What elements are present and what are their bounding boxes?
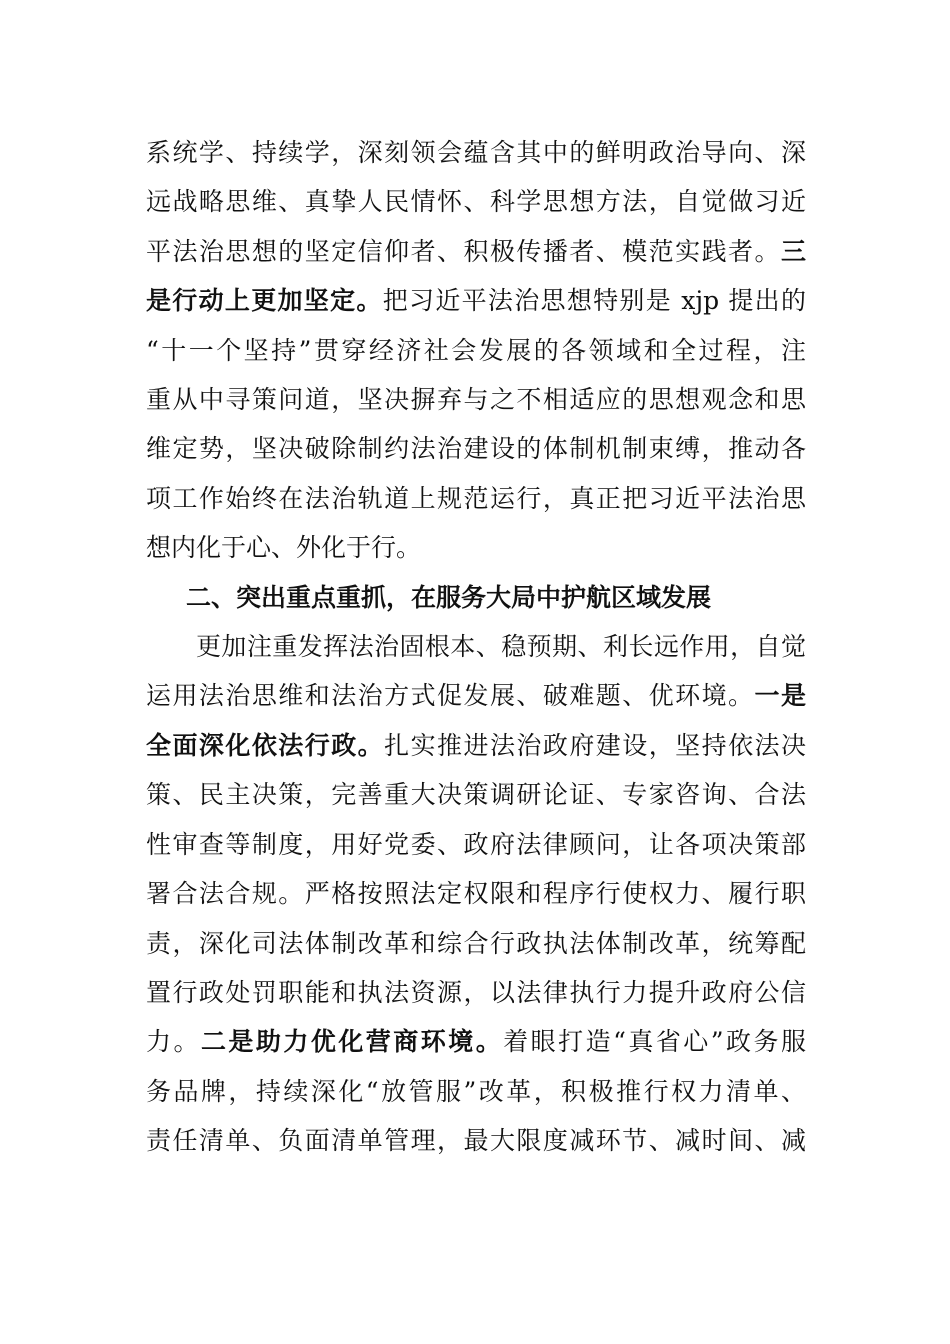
paragraph-2-line-1: 更加注重发挥法治固根本、稳预期、利长远作用，自觉 [196,632,806,662]
paragraph-2-line-8: 置行政处罚职能和执法资源，以法律执行力提升政府公信 [146,977,806,1007]
paragraph-2-line-7: 责，深化司法体制改革和综合行政执法体制改革，统筹配 [146,928,806,958]
section-heading-2: 二、突出重点重抓，在服务大局中护航区域发展 [186,582,712,612]
paragraph-1-line-4-text: 把习近平法治思想特别是 xjp 提出的 [382,286,806,316]
paragraph-1-line-3-text: 平法治思想的坚定信仰者、积极传播者、模范实践者。 [146,236,781,266]
paragraph-1-line-3-bold: 三 [780,236,806,266]
paragraph-2-line-3-text: 扎实推进法治政府建设，坚持依法决 [384,730,806,760]
paragraph-2-line-3 [146,721,806,770]
paragraph-1-line-5: “十一个坚持”贯穿经济社会发展的各领域和全过程，注 [146,335,806,365]
paragraph-1-line-4-bold: 是行动上更加坚定。 [146,286,383,316]
paragraph-2-line-6: 署合法合规。严格按照法定权限和程序行使权力、履行职 [146,879,806,909]
paragraph-2-line-5: 性审查等制度，用好党委、政府法律顾问，让各项决策部 [146,829,806,859]
paragraph-1-line-2: 远战略思维、真挚人民情怀、科学思想方法，自觉做习近 [146,187,806,217]
paragraph-2-line-2-bold: 一是 [754,681,806,711]
paragraph-1-line-4 [146,276,806,325]
paragraph-2-line-9-bold: 二是助力优化营商环境。 [200,1027,504,1057]
paragraph-2-line-11: 责任清单、负面清单管理，最大限度减环节、减时间、减 [146,1126,806,1156]
paragraph-1-line-3 [146,227,806,276]
paragraph-2-line-9-text-b: 着眼打造“真省心”政务服 [503,1027,806,1057]
paragraph-2-line-2-text: 运用法治思维和法治方式促发展、破难题、优环境。 [146,681,755,711]
paragraph-1-line-7: 维定势，坚决破除制约法治建设的体制机制束缚，推动各 [146,434,806,464]
paragraph-1 [146,128,806,573]
paragraph-2-line-9 [146,1017,806,1066]
paragraph-2-line-10: 务品牌，持续深化“放管服”改革，积极推行权力清单、 [146,1076,806,1106]
paragraph-1-line-1: 系统学、持续学，深刻领会蕴含其中的鲜明政治导向、深 [146,138,806,167]
paragraph-2 [146,622,806,1165]
paragraph-1-line-6: 重从中寻策问道，坚决摒弃与之不相适应的思想观念和思 [146,385,806,415]
document-page [146,128,806,1166]
paragraph-2-line-4: 策、民主决策，完善重大决策调研论证、专家咨询、合法 [146,780,806,810]
paragraph-2-line-3-bold: 全面深化依法行政。 [146,730,385,760]
paragraph-1-line-9: 想内化于心、外化于行。 [146,533,422,563]
paragraph-2-line-9-text-a: 力。 [146,1027,201,1057]
paragraph-1-line-8: 项工作始终在法治轨道上规范运行，真正把习近平法治思 [146,483,806,513]
paragraph-2-line-2 [146,671,806,720]
